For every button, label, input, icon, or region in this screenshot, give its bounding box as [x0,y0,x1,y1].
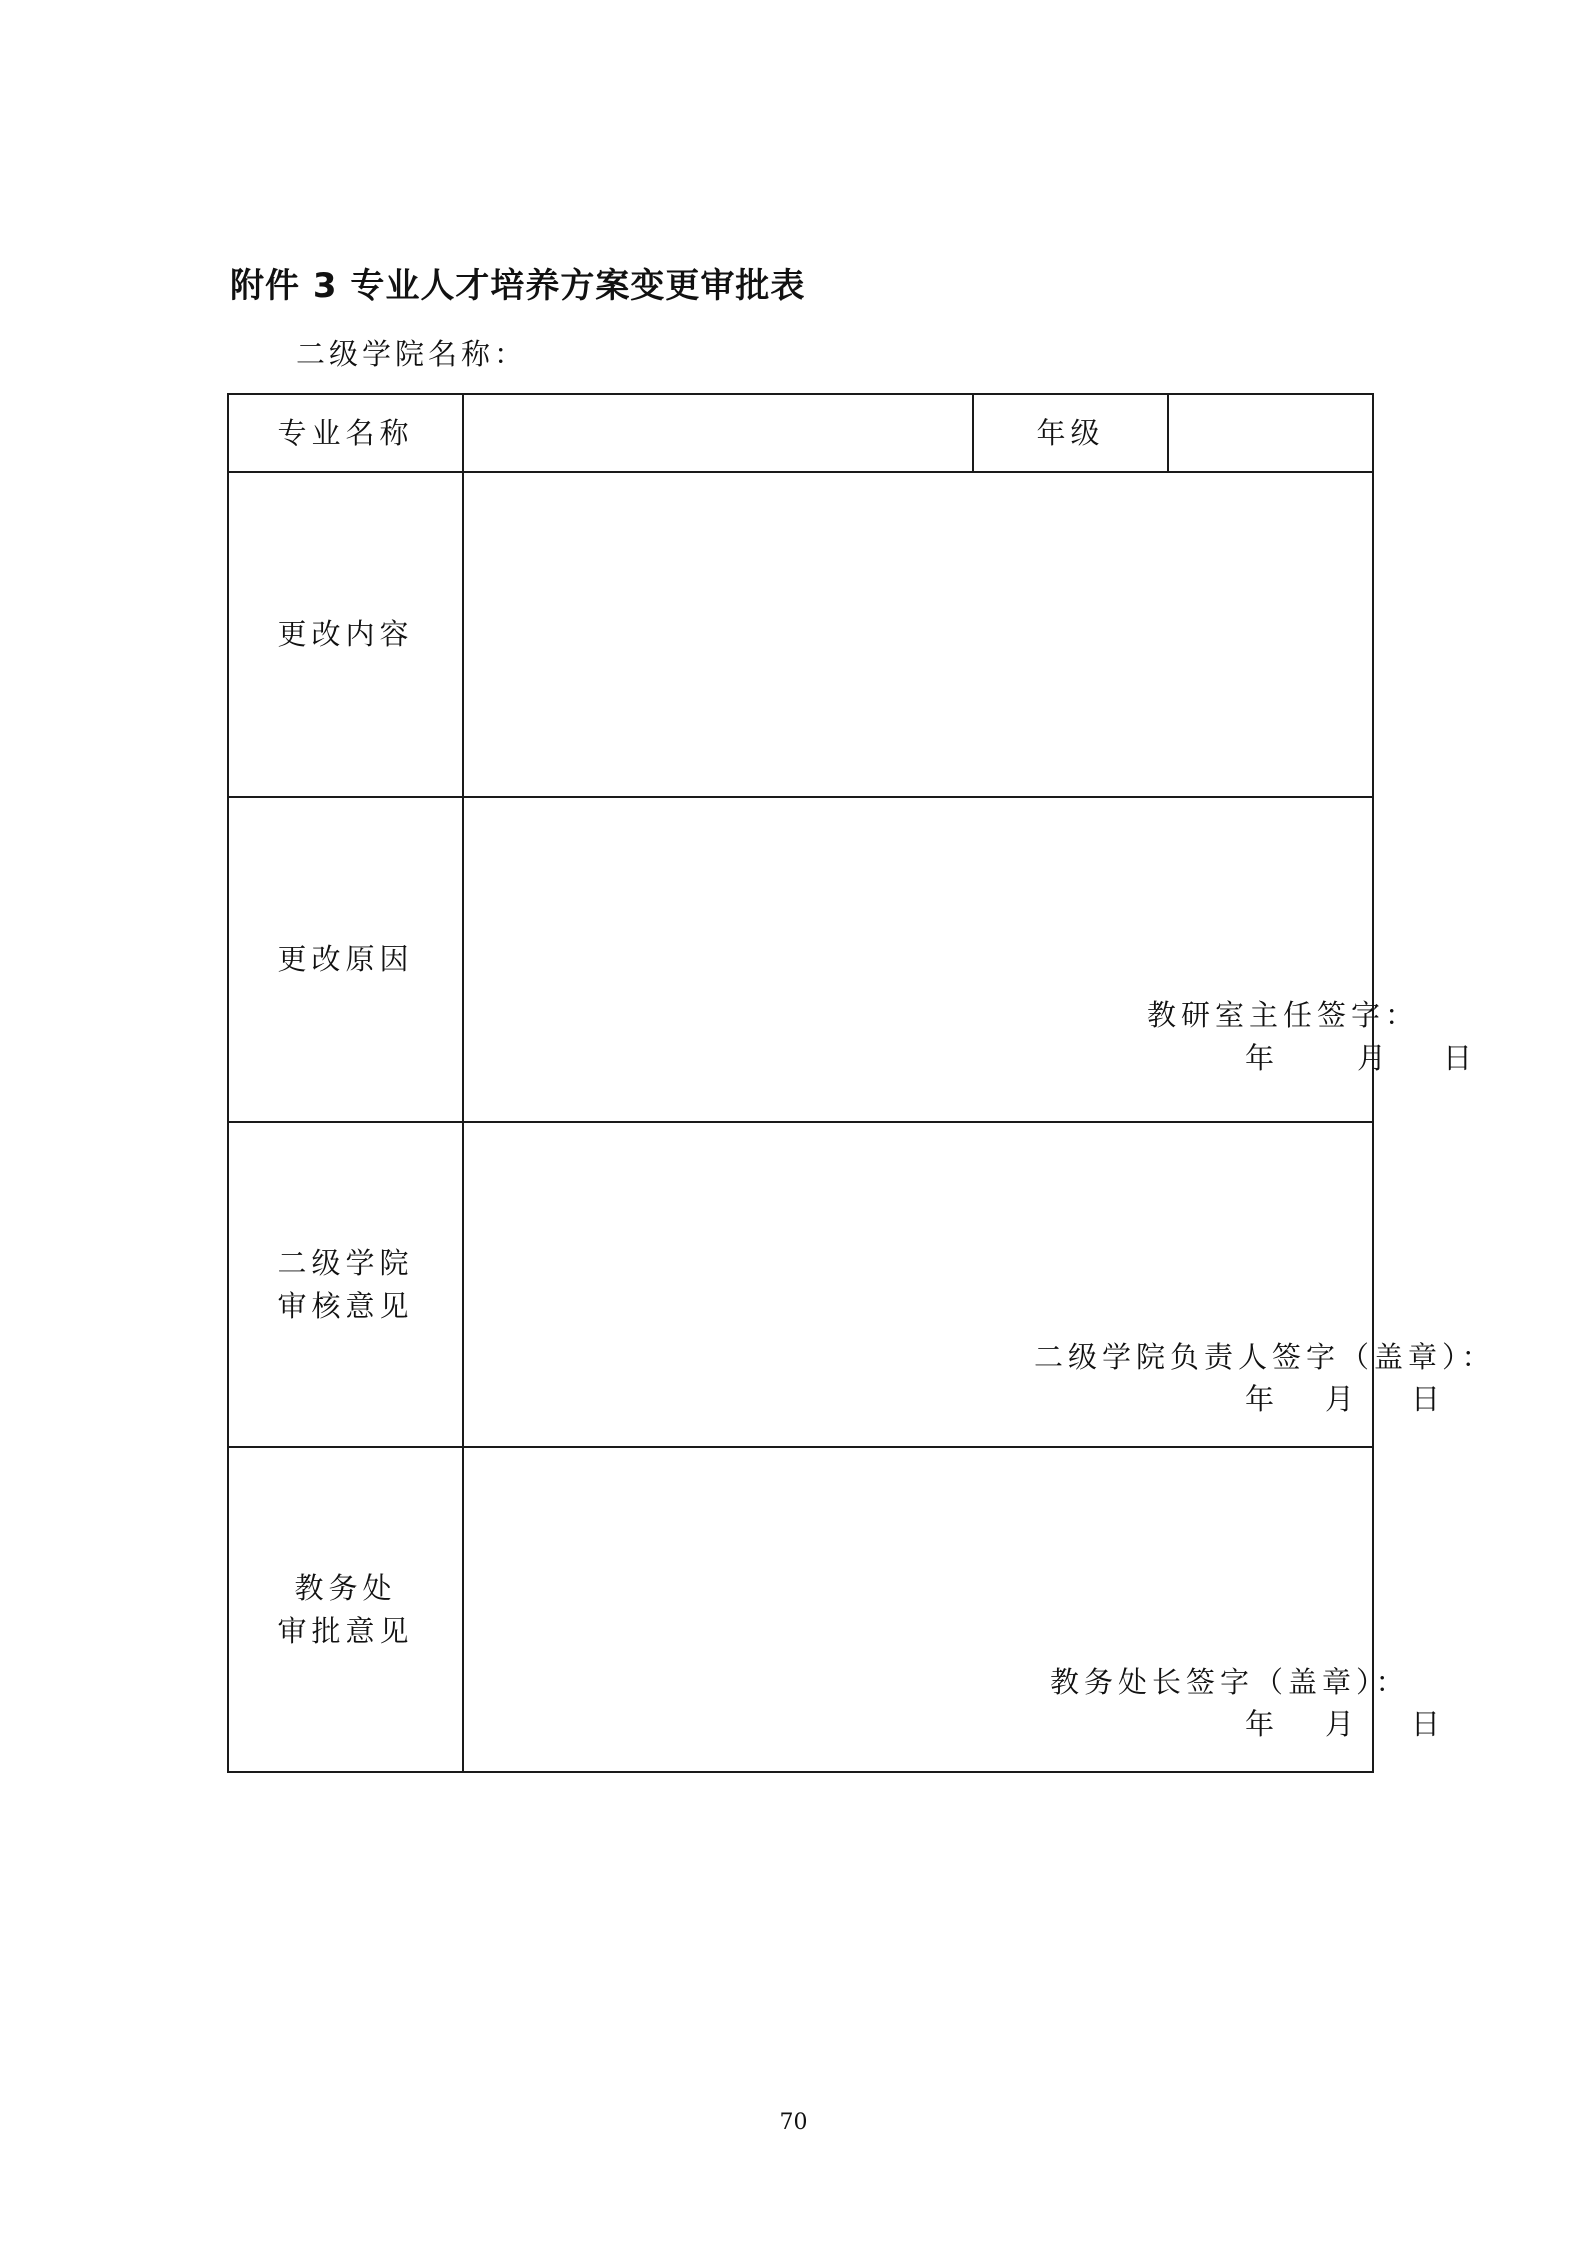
college-review-date [464,1377,1446,1416]
academic-affairs-review-field[interactable] [463,1447,1446,1772]
college-review-label-line1: 二级学院 [277,1245,414,1280]
date-day-label: 日 [1443,1041,1478,1075]
date-month-label: 月 [1325,1382,1360,1416]
academic-affairs-review-label-line2: 审批意见 [277,1613,414,1648]
college-head-signature-label: 二级学院负责人签字（盖章）： [1034,1340,1496,1374]
change-reason-date [464,1036,1478,1075]
change-content-label: 更改内容 [277,617,414,651]
change-reason-field[interactable] [463,797,1478,1122]
date-year-label: 年 [1245,1382,1280,1416]
page-number: 70 [779,2110,808,2135]
college-review-field[interactable] [463,1122,1496,1447]
college-review-label-line2: 审核意见 [277,1288,414,1323]
major-name-label: 专业名称 [277,415,414,450]
college-review-row [228,1122,1373,1447]
date-day-label: 日 [1411,1382,1446,1416]
date-year-label: 年 [1245,1041,1280,1075]
date-month-label: 月 [1325,1707,1360,1741]
academic-dean-signature-label: 教务处长签字（盖章）： [1050,1665,1410,1699]
major-name-field[interactable] [463,394,973,472]
date-year-label: 年 [1245,1707,1280,1741]
date-month-label: 月 [1357,1041,1392,1075]
major-row [228,394,1373,472]
date-day-label: 日 [1411,1707,1446,1741]
change-reason-label-cell [228,797,463,1122]
teaching-director-signature-label: 教研室主任签字： [1147,998,1420,1032]
change-reason-label: 更改原因 [277,942,414,976]
academic-affairs-review-row [228,1447,1373,1772]
change-content-label-cell [228,472,463,797]
grade-label-cell [973,394,1168,472]
college-review-label-cell [228,1122,463,1447]
change-content-row [228,472,1373,797]
change-content-field[interactable] [463,472,1373,797]
grade-label: 年级 [1036,415,1105,450]
academic-affairs-review-date [464,1702,1446,1741]
academic-affairs-review-label-line1: 教务处 [294,1570,397,1605]
academic-affairs-review-label-cell [228,1447,463,1772]
approval-form-table [227,393,1496,1773]
major-name-label-cell [228,394,463,472]
college-name-label: 二级学院名称： [296,337,528,371]
grade-field[interactable] [1168,394,1373,472]
document-title: 附件 3 专业人才培养方案变更审批表 [230,266,806,306]
change-reason-row [228,797,1373,1122]
